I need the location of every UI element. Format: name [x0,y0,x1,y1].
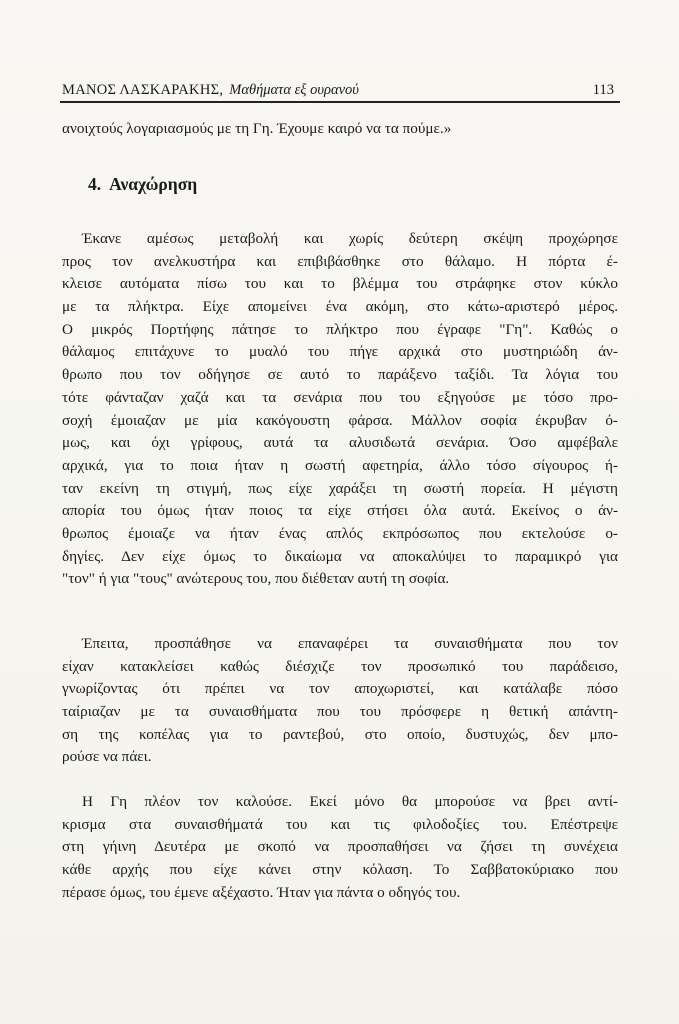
text-line: γνωρίζοντας ότι πρέπει να τον αποχωριστεί, και κατάλαβε πόσο [62,680,618,698]
book-title: Μαθήματα εξ ουρανού [229,82,359,98]
text-line: θάλαμος επιτάχυνε το μυαλό του πήγε αρχικά στο μυστηριώδη άν- [62,343,618,361]
header-rule [60,101,620,103]
text-line: στη γήινη Δευτέρα με σκοπό να προσπαθήσει να ζήσει τη συνέχεια [62,838,618,856]
text-line: τότε φάνταζαν χαζά και τα σενάρια που του εξηγούσε με τόσο προ- [62,388,618,406]
page-number: 113 [592,82,614,98]
paragraph [62,633,618,769]
author-name: ΜΑΝΟΣ ΛΑΣΚΑΡΑΚΗΣ, [62,82,224,98]
text-line: Ο μικρός Πορτήφης πάτησε το πλήκτρο που έγραφε "Γη". Καθώς ο [62,320,618,338]
paragraph [62,228,618,591]
text-line: θρωπος έμοιαζε να ήταν ένας απλός εκπρόσωπος που εκτελούσε ο- [62,524,618,542]
text-line: κλεισε αυτόματα πίσω του και το βλέμμα του στράφηκε στον κύκλο [62,275,618,293]
text-line: Έπειτα, προσπάθησε να επαναφέρει τα συναισθήματα που τον [82,635,618,652]
paragraph [62,791,618,904]
text-line: "τον" ή για "τους" ανώτερους του, που διέθεταν αυτή τη σοφία. [62,570,450,588]
running-head [62,80,618,100]
text-line: Έκανε αμέσως μεταβολή και χωρίς δεύτερη σκέψη προχώρησε [82,230,618,247]
text-line: απορία του όμως ήταν ποιος τα είχε στήσει όλα αυτά. Εκείνος ο άν- [62,502,618,520]
text-line: αρχικά, για το ποια ήταν η σωστή αφετηρία, άλλο τόσο σίγουρος ή- [62,456,618,474]
section-title: Αναχώρηση [109,174,198,194]
text-line: ανοιχτούς λογαριασμούς με τη Γη. Έχουμε καιρό να τα πούμε.» [62,120,452,137]
text-line: κάθε αρχής που είχε κάνει στην κόλαση. Το Σαββατοκύριακο που [62,861,618,879]
text-line: με τα πλήκτρα. Είχε απομείνει ένα ακόμη, στο κάτω-αριστερό μέρος. [62,298,618,316]
section-number: 4. [88,174,102,194]
text-line: Η Γη πλέον τον καλούσε. Εκεί μόνο θα μπορούσε να βρει αντί- [82,793,618,810]
text-line: προς τον ανελκυστήρα και επιβιβάσθηκε στο θάλαμο. Η πόρτα έ- [62,252,618,270]
text-line: είχαν κατακλείσει καθώς διέσχιζε τον προσωπικό του παράδεισο, [62,657,618,675]
text-line: κρισμα στα συναισθήματά του και τις φιλοδοξίες του. Επέστρεψε [62,815,618,833]
carry-over-text [62,118,618,141]
text-line: ρούσε να πάει. [62,748,152,766]
section-heading [88,172,197,196]
text-line: πέρασε όμως, του έμενε αξέχαστο. Ήταν για πάντα ο οδηγός του. [62,883,461,901]
text-line: μως, και όχι γρίφους, αυτά τα αλυσιδωτά σενάρια. Όσο αμφέβαλε [62,434,618,452]
text-line: δηγίες. Δεν είχε όμως το δικαίωμα να αποκαλύψει το παραμικρό για [62,547,618,565]
text-line: ταίριαζαν με τα συναισθήματα που του πρόσφερε η θετική απάντη- [62,703,618,721]
text-line: ταν εκείνη τη στιγμή, πως είχε χαράξει τη σωστή πορεία. Η μέγιστη [62,479,618,497]
text-line: θρωπο που τον οδήγησε σε αυτό το παράξενο ταξίδι. Τα λόγια του [62,366,618,384]
text-line: σοχή έμοιαζαν με μία κακόγουστη φάρσα. Μάλλον σοφία έκρυβαν ό- [62,411,618,429]
text-line: ση της κοπέλας για το ραντεβού, στο οποίο, δυστυχώς, δεν μπο- [62,725,618,743]
